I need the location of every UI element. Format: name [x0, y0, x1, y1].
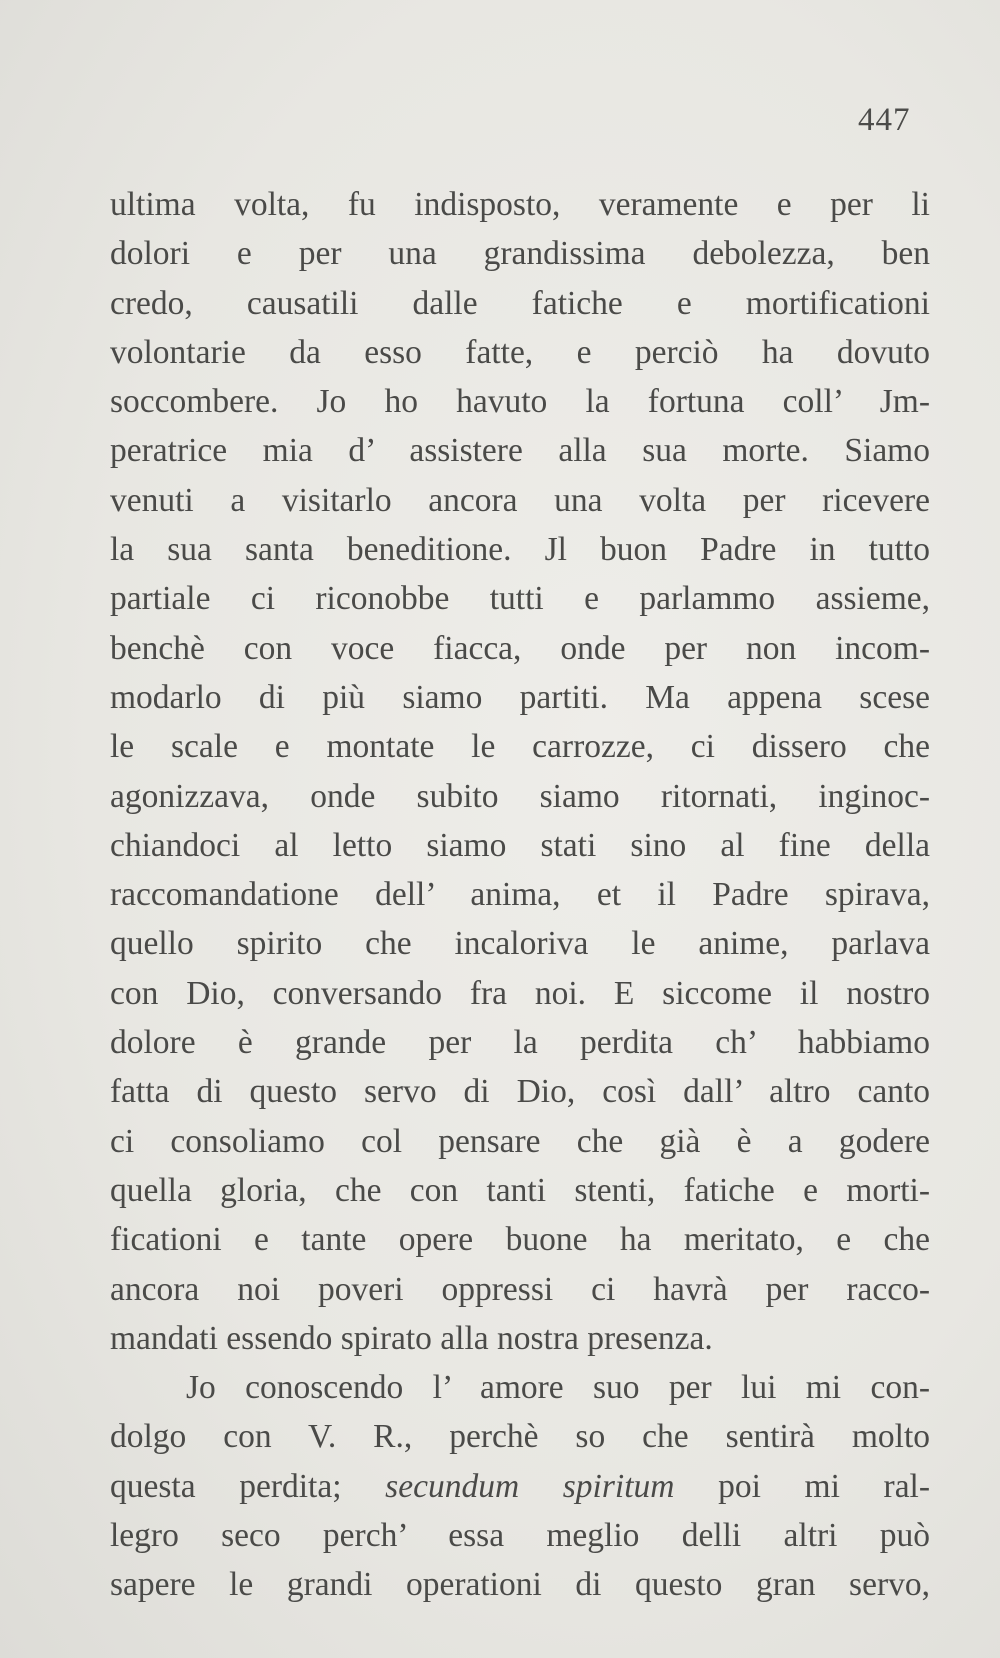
text-line: la sua santa beneditione. Jl buon Padre in tutto	[110, 531, 930, 569]
italic-phrase: secundum spiritum	[385, 1467, 675, 1505]
text-line: raccomandatione dell’ anima, et il Padre spirava,	[110, 876, 930, 914]
text-line: venuti a visitarlo ancora una volta per ricevere	[110, 481, 930, 519]
text-line: ficationi e tante opere buone ha meritato, e che	[110, 1221, 930, 1259]
text-line: quella gloria, che con tanti stenti, fatiche e morti-	[110, 1171, 930, 1209]
text-line: legro seco perch’ essa meglio delli altri può	[110, 1517, 930, 1555]
text-line: credo, causatili dalle fatiche e mortificationi	[110, 284, 930, 322]
text-line: le scale e montate le carrozze, ci dissero che	[110, 728, 930, 766]
text-line-mixed	[110, 1462, 930, 1511]
page-number: 447	[858, 102, 911, 138]
text-segment: questa perdita;	[110, 1467, 342, 1505]
text-line: con Dio, conversando fra noi. E siccome il nostro	[110, 974, 930, 1012]
text-line: dolore è grande per la perdita ch’ habbiamo	[110, 1024, 930, 1062]
body-text	[110, 180, 930, 1610]
text-line: dolori e per una grandissima debolezza, ben	[110, 235, 930, 273]
text-line: chiandoci al letto siamo stati sino al fine della	[110, 826, 930, 864]
text-line: quello spirito che incaloriva le anime, parlava	[110, 925, 930, 963]
text-line: ancora noi poveri oppressi ci havrà per racco-	[110, 1270, 930, 1308]
text-line: mandati essendo spirato alla nostra presenza.	[110, 1319, 713, 1357]
text-line: partiale ci riconobbe tutti e parlammo assieme,	[110, 580, 930, 618]
text-line: volontarie da esso fatte, e perciò ha dovuto	[110, 333, 930, 371]
text-segment: poi mi ral-	[718, 1467, 931, 1505]
text-line: benchè con voce fiacca, onde per non incom-	[110, 629, 930, 667]
text-line: ci consoliamo col pensare che già è a godere	[110, 1122, 930, 1160]
text-line: soccombere. Jo ho havuto la fortuna coll’ Jm-	[110, 383, 930, 421]
text-line: modarlo di più siamo partiti. Ma appena scese	[110, 678, 930, 716]
text-line: sapere le grandi operationi di questo gran servo,	[110, 1566, 930, 1604]
text-line: fatta di questo servo di Dio, così dall’ altro canto	[110, 1073, 930, 1111]
text-line: agonizzava, onde subito siamo ritornati, inginoc-	[110, 777, 930, 815]
text-line: peratrice mia d’ assistere alla sua morte. Siamo	[110, 432, 930, 470]
text-line: dolgo con V. R., perchè so che sentirà molto	[110, 1418, 930, 1456]
text-line: Jo conoscendo l’ amore suo per lui mi con-	[186, 1369, 930, 1407]
text-line: ultima volta, fu indisposto, veramente e per li	[110, 186, 930, 223]
